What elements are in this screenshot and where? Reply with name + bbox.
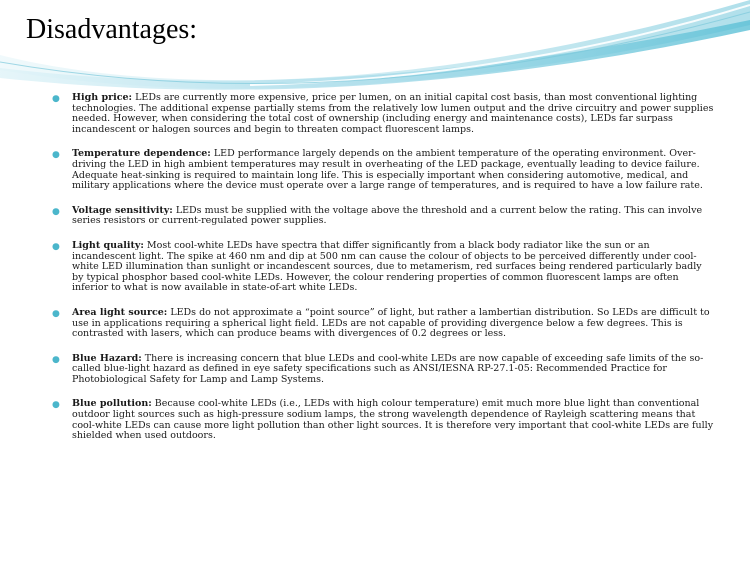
- list-item: [52, 93, 714, 135]
- bullet-icon: ●: [52, 150, 60, 161]
- list-item: [52, 149, 714, 191]
- item-term: High price:: [72, 92, 133, 103]
- list-item: [52, 241, 714, 294]
- bullet-icon: ●: [52, 241, 60, 252]
- bullet-icon: ●: [52, 206, 60, 217]
- item-text: LED performance largely depends on the ambient temperature of the operating environment. Over-driving the LED in high ambient temperatures may result in overheating of the LED package, eventually leading to device failure. Adequate heat-sinking is required to maintain long life. This is especially important when considering automotive, medical, and military applications where the device must operate over a large range of temperatures, and is required to have a low failure rate.: [72, 148, 703, 192]
- item-text: LEDs are currently more expensive, price per lumen, on an initial capital cost basis, than most conventional lighting technologies. The additional expense partially stems from the relatively low lumen output and the drive circuitry and power supplies needed. However, when considering the total cost of ownership (including energy and maintenance costs), LEDs far surpass incandescent or halogen sources and begin to threaten compact fluorescent lamps.: [72, 92, 714, 135]
- item-term: Blue pollution:: [72, 398, 152, 410]
- list-item: [52, 308, 714, 340]
- bullet-icon: ●: [52, 400, 60, 411]
- list-item: [52, 206, 714, 227]
- slide-title: Disadvantages:: [26, 14, 198, 45]
- item-text: There is increasing concern that blue LEDs and cool-white LEDs are now capable of exceeding safe limits of the so-called blue-light hazard as defined in eye safety specifications such as ANSI/IESNA RP-27.1-05: Recommended Practice for Photobiological Safety for Lamp and Lamp Systems.: [72, 352, 704, 385]
- item-term: Area light source:: [72, 306, 168, 318]
- bullet-icon: ●: [52, 94, 60, 104]
- bullet-icon: ●: [52, 354, 60, 365]
- disadvantages-list: [52, 93, 714, 456]
- list-item: [52, 354, 714, 386]
- item-text: Most cool-white LEDs have spectra that differ significantly from a black body radiator like the sun or an incandescent light. The spike at 460 nm and dip at 500 nm can cause the colour of objects to be perceived differently under cool-white LED illumination than sunlight or incandescent sources, due to metamerism, red surfaces being rendered particularly badly by typical phosphor based cool-white LEDs. However, the colour rendering properties of common fluorescent lamps are often inferior to what is now available in state-of-art white LEDs.: [72, 239, 702, 294]
- item-term: Voltage sensitivity:: [72, 204, 173, 216]
- item-term: Light quality:: [72, 239, 144, 251]
- list-item: [52, 399, 714, 441]
- item-term: Blue Hazard:: [72, 352, 142, 364]
- item-text: LEDs do not approximate a “point source” of light, but rather a lambertian distribution. So LEDs are difficult to use in applications requiring a spherical light field. LEDs are not capable of providing divergence below a few degrees. This is contrasted with lasers, which can produce beams with divergences of 0.2 degrees or less.: [72, 306, 710, 340]
- item-text: Because cool-white LEDs (i.e., LEDs with high colour temperature) emit much more blue light than conventional outdoor light sources such as high-pressure sodium lamps, the strong wavelength dependence of Rayleigh scattering means that cool-white LEDs can cause more light pollution than other light sources. It is therefore very important that cool-white LEDs are fully shielded when used outdoors.: [72, 398, 714, 442]
- item-text: LEDs must be supplied with the voltage above the threshold and a current below the rating. This can involve series resistors or current-regulated power supplies.: [72, 204, 703, 227]
- bullet-icon: ●: [52, 308, 60, 319]
- item-term: Temperature dependence:: [72, 148, 211, 160]
